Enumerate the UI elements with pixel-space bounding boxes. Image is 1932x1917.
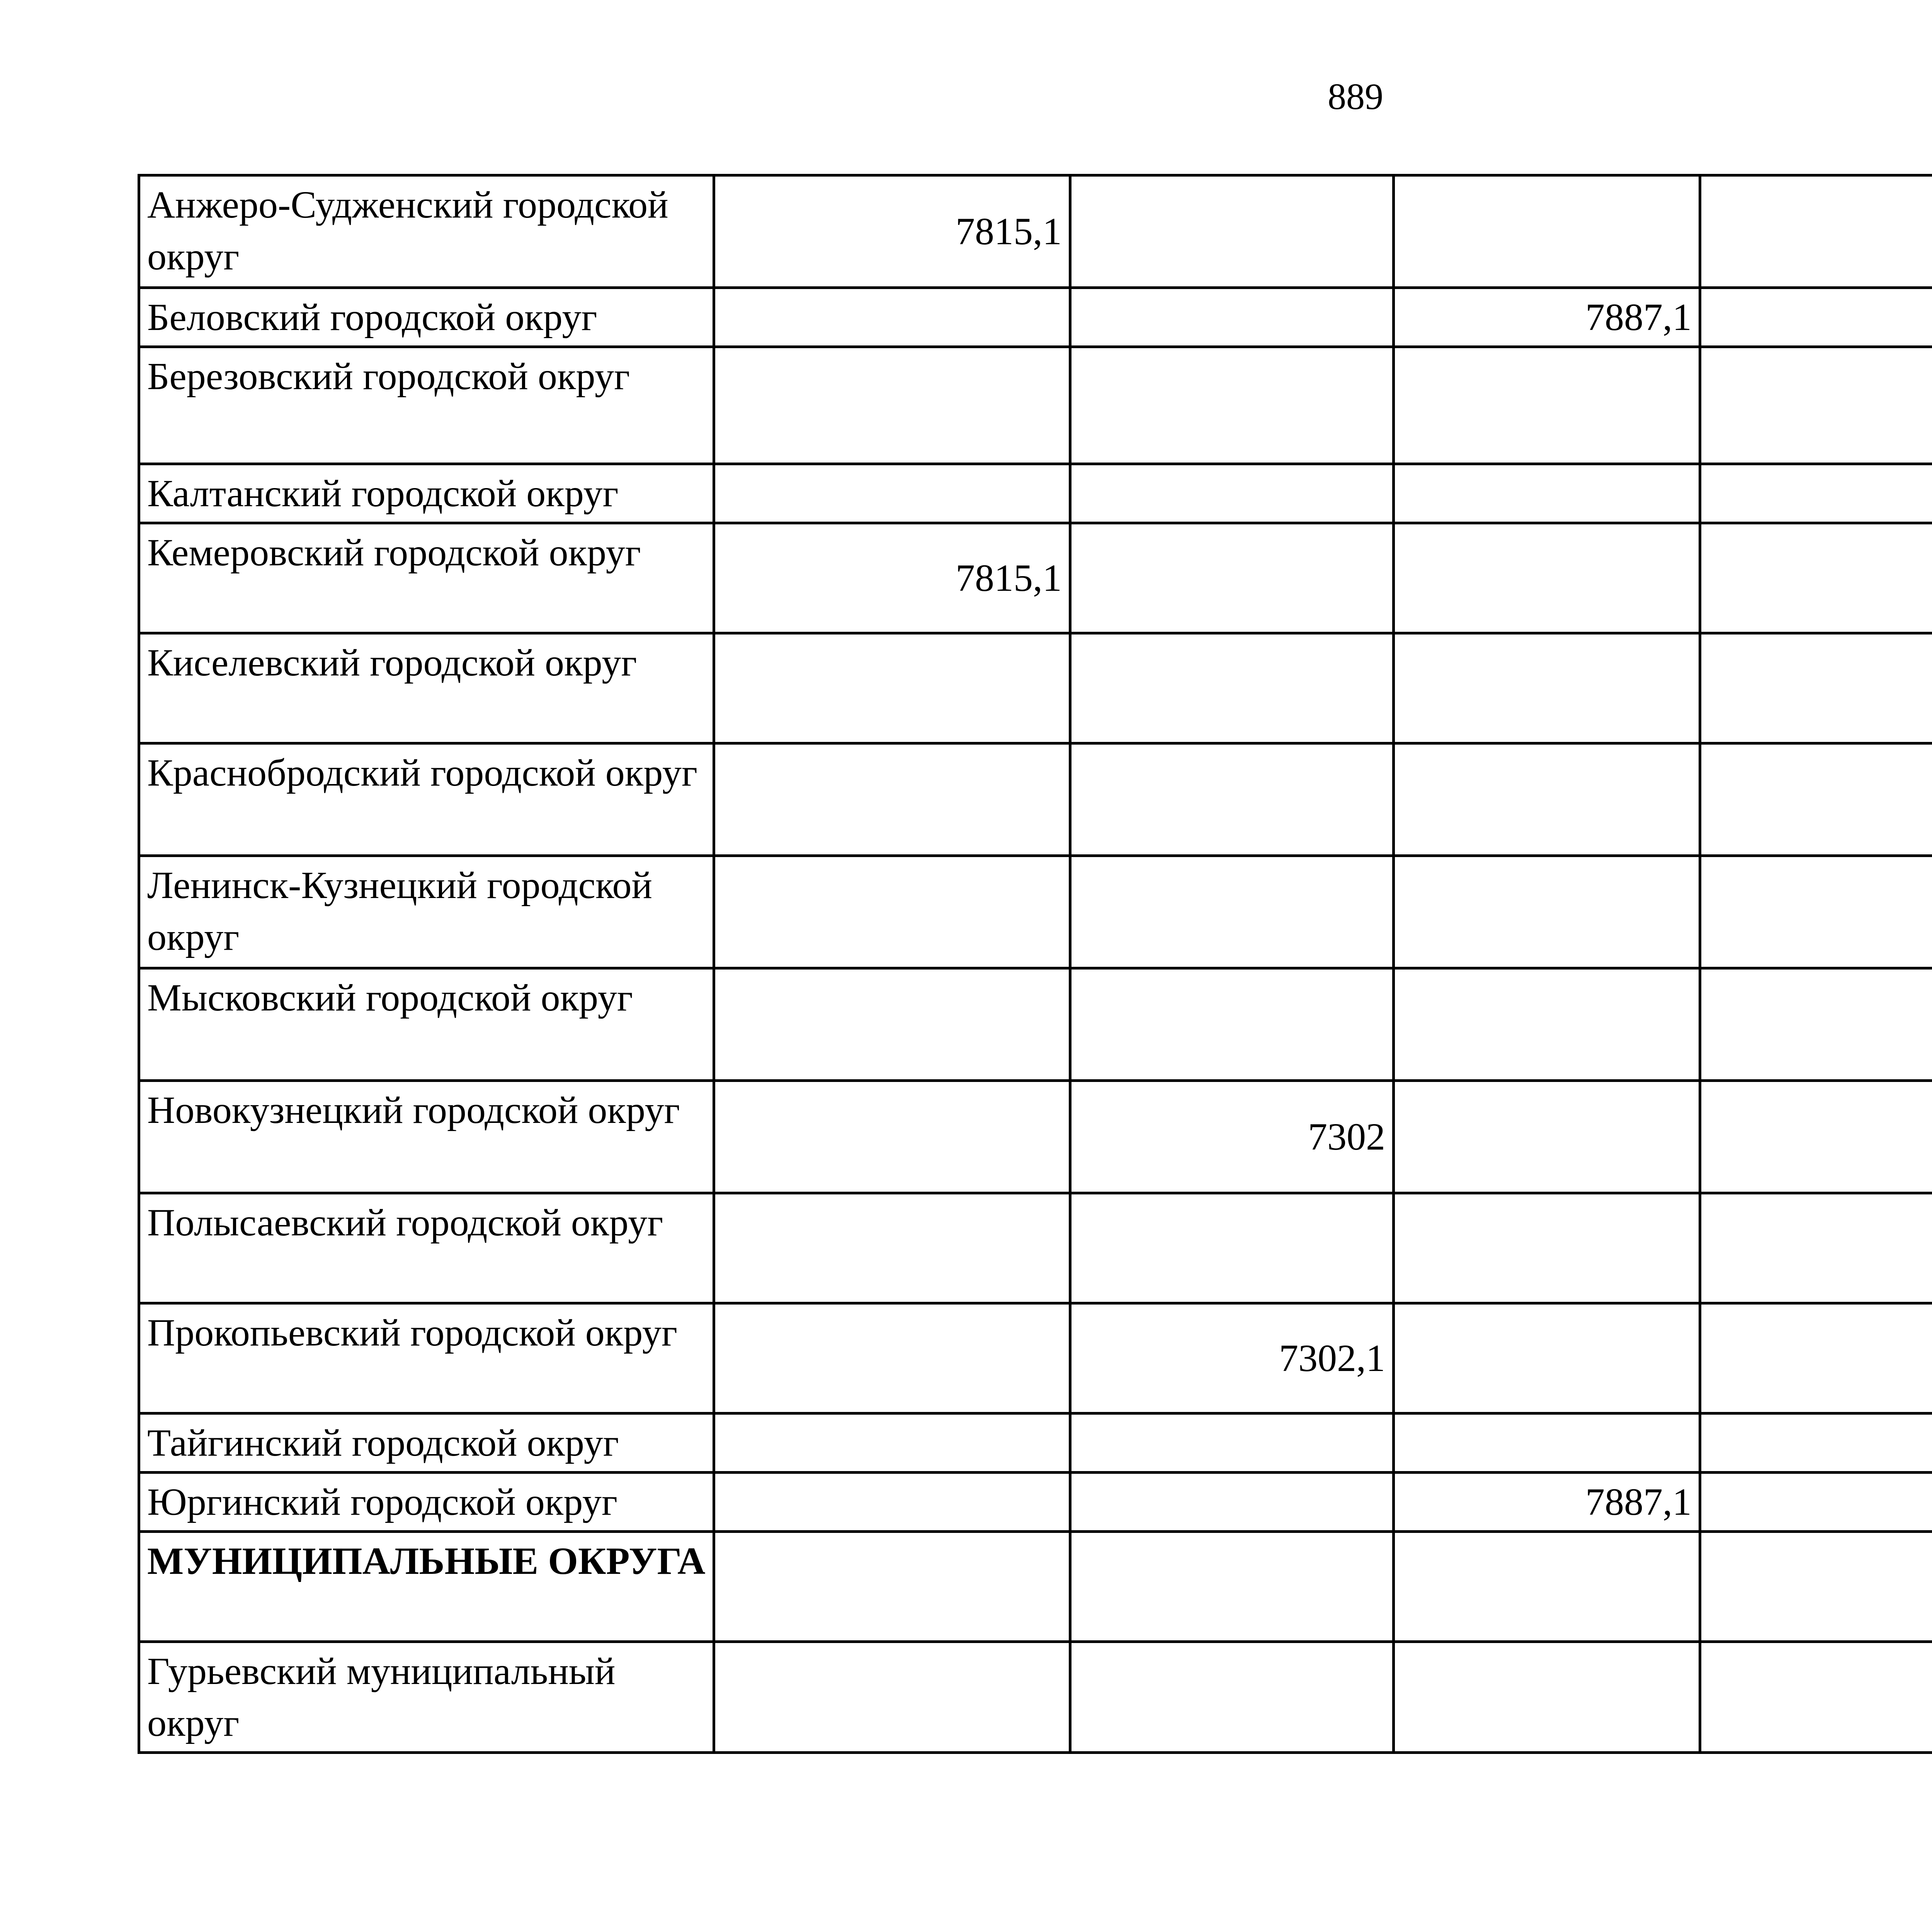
value-cell — [1700, 1532, 1932, 1642]
table-row — [139, 288, 1932, 347]
value-cell — [714, 1303, 1070, 1414]
value-cell — [1394, 1414, 1700, 1473]
value-cell — [714, 633, 1070, 743]
value-cell — [714, 347, 1070, 464]
table-row — [139, 523, 1932, 633]
value-cell — [1070, 1414, 1394, 1473]
value-cell — [1700, 1193, 1932, 1303]
table-row — [139, 464, 1932, 523]
municipality-name: Полысаевский городской округ — [139, 1193, 714, 1303]
municipality-name: Мысковский городской округ — [139, 968, 714, 1081]
value-cell — [1070, 464, 1394, 523]
table-row — [139, 633, 1932, 743]
table-row-total — [139, 1532, 1932, 1642]
value-cell — [1070, 856, 1394, 968]
value-cell — [1394, 968, 1700, 1081]
value-cell — [1070, 523, 1394, 633]
value-cell — [1700, 288, 1932, 347]
value-cell — [1394, 1532, 1700, 1642]
value-cell — [1700, 633, 1932, 743]
value-cell — [1394, 743, 1700, 856]
value-cell — [714, 288, 1070, 347]
value-cell: 7887,1 — [1394, 1473, 1700, 1532]
table-row — [139, 1642, 1932, 1753]
value-cell — [714, 968, 1070, 1081]
table-row — [139, 856, 1932, 968]
value-cell — [1070, 633, 1394, 743]
value-cell — [1700, 743, 1932, 856]
value-cell — [1700, 464, 1932, 523]
municipality-name: Гурьевский муниципальный округ — [139, 1642, 714, 1753]
value-cell — [1700, 523, 1932, 633]
municipality-name: МУНИЦИПАЛЬНЫЕ ОКРУГА — [139, 1532, 714, 1642]
municipality-name: Краснобродский городской округ — [139, 743, 714, 856]
value-cell — [1700, 856, 1932, 968]
value-cell — [1394, 347, 1700, 464]
municipality-name: Киселевский городской округ — [139, 633, 714, 743]
value-cell — [1070, 347, 1394, 464]
value-cell — [1394, 856, 1700, 968]
table-row — [139, 175, 1932, 288]
value-cell: 7815,1 — [714, 175, 1070, 288]
municipality-name: Анжеро-Судженский городской округ — [139, 175, 714, 288]
value-cell — [1394, 1193, 1700, 1303]
value-cell — [1070, 968, 1394, 1081]
value-cell — [714, 1081, 1070, 1193]
value-cell — [1070, 743, 1394, 856]
value-cell — [1700, 175, 1932, 288]
value-cell: 7887,1 — [1394, 288, 1700, 347]
table-row — [139, 743, 1932, 856]
value-cell — [714, 1473, 1070, 1532]
municipality-name: Прокопьевский городской округ — [139, 1303, 714, 1414]
value-cell: 7815,1 — [714, 523, 1070, 633]
municipality-name: Березовский городской округ — [139, 347, 714, 464]
page-number: 889 — [1328, 76, 1383, 117]
value-cell: 7302 — [1070, 1081, 1394, 1193]
value-cell — [1394, 1642, 1700, 1753]
value-cell — [1700, 968, 1932, 1081]
table-row — [139, 968, 1932, 1081]
table-row — [139, 1193, 1932, 1303]
value-cell — [714, 856, 1070, 968]
table-row — [139, 347, 1932, 464]
value-cell — [1070, 1193, 1394, 1303]
value-cell — [1700, 1642, 1932, 1753]
value-cell — [714, 1193, 1070, 1303]
value-cell — [1070, 1532, 1394, 1642]
municipality-name: Калтанский городской округ — [139, 464, 714, 523]
value-cell — [1070, 1642, 1394, 1753]
value-cell — [1700, 1473, 1932, 1532]
value-cell — [1394, 1081, 1700, 1193]
value-cell — [1070, 1473, 1394, 1532]
value-cell — [714, 743, 1070, 856]
value-cell — [714, 1414, 1070, 1473]
municipality-name: Тайгинский городской округ — [139, 1414, 714, 1473]
municipality-name: Ленинск-Кузнецкий городской округ — [139, 856, 714, 968]
value-cell — [1070, 288, 1394, 347]
value-cell — [714, 1642, 1070, 1753]
municipality-name: Новокузнецкий городской округ — [139, 1081, 714, 1193]
value-cell — [1700, 1414, 1932, 1473]
budget-table — [138, 174, 1932, 1754]
value-cell — [1394, 633, 1700, 743]
value-cell — [1700, 1081, 1932, 1193]
table-row — [139, 1303, 1932, 1414]
municipality-name: Кемеровский городской округ — [139, 523, 714, 633]
value-cell — [1394, 175, 1700, 288]
value-cell — [1700, 347, 1932, 464]
value-cell — [1700, 1303, 1932, 1414]
table-row — [139, 1414, 1932, 1473]
table-row — [139, 1473, 1932, 1532]
table-row — [139, 1081, 1932, 1193]
value-cell — [714, 464, 1070, 523]
value-cell — [1394, 523, 1700, 633]
value-cell — [714, 1532, 1070, 1642]
municipality-name: Беловский городской округ — [139, 288, 714, 347]
value-cell — [1070, 175, 1394, 288]
value-cell: 7302,1 — [1070, 1303, 1394, 1414]
municipality-name: Юргинский городской округ — [139, 1473, 714, 1532]
value-cell — [1394, 464, 1700, 523]
value-cell — [1394, 1303, 1700, 1414]
